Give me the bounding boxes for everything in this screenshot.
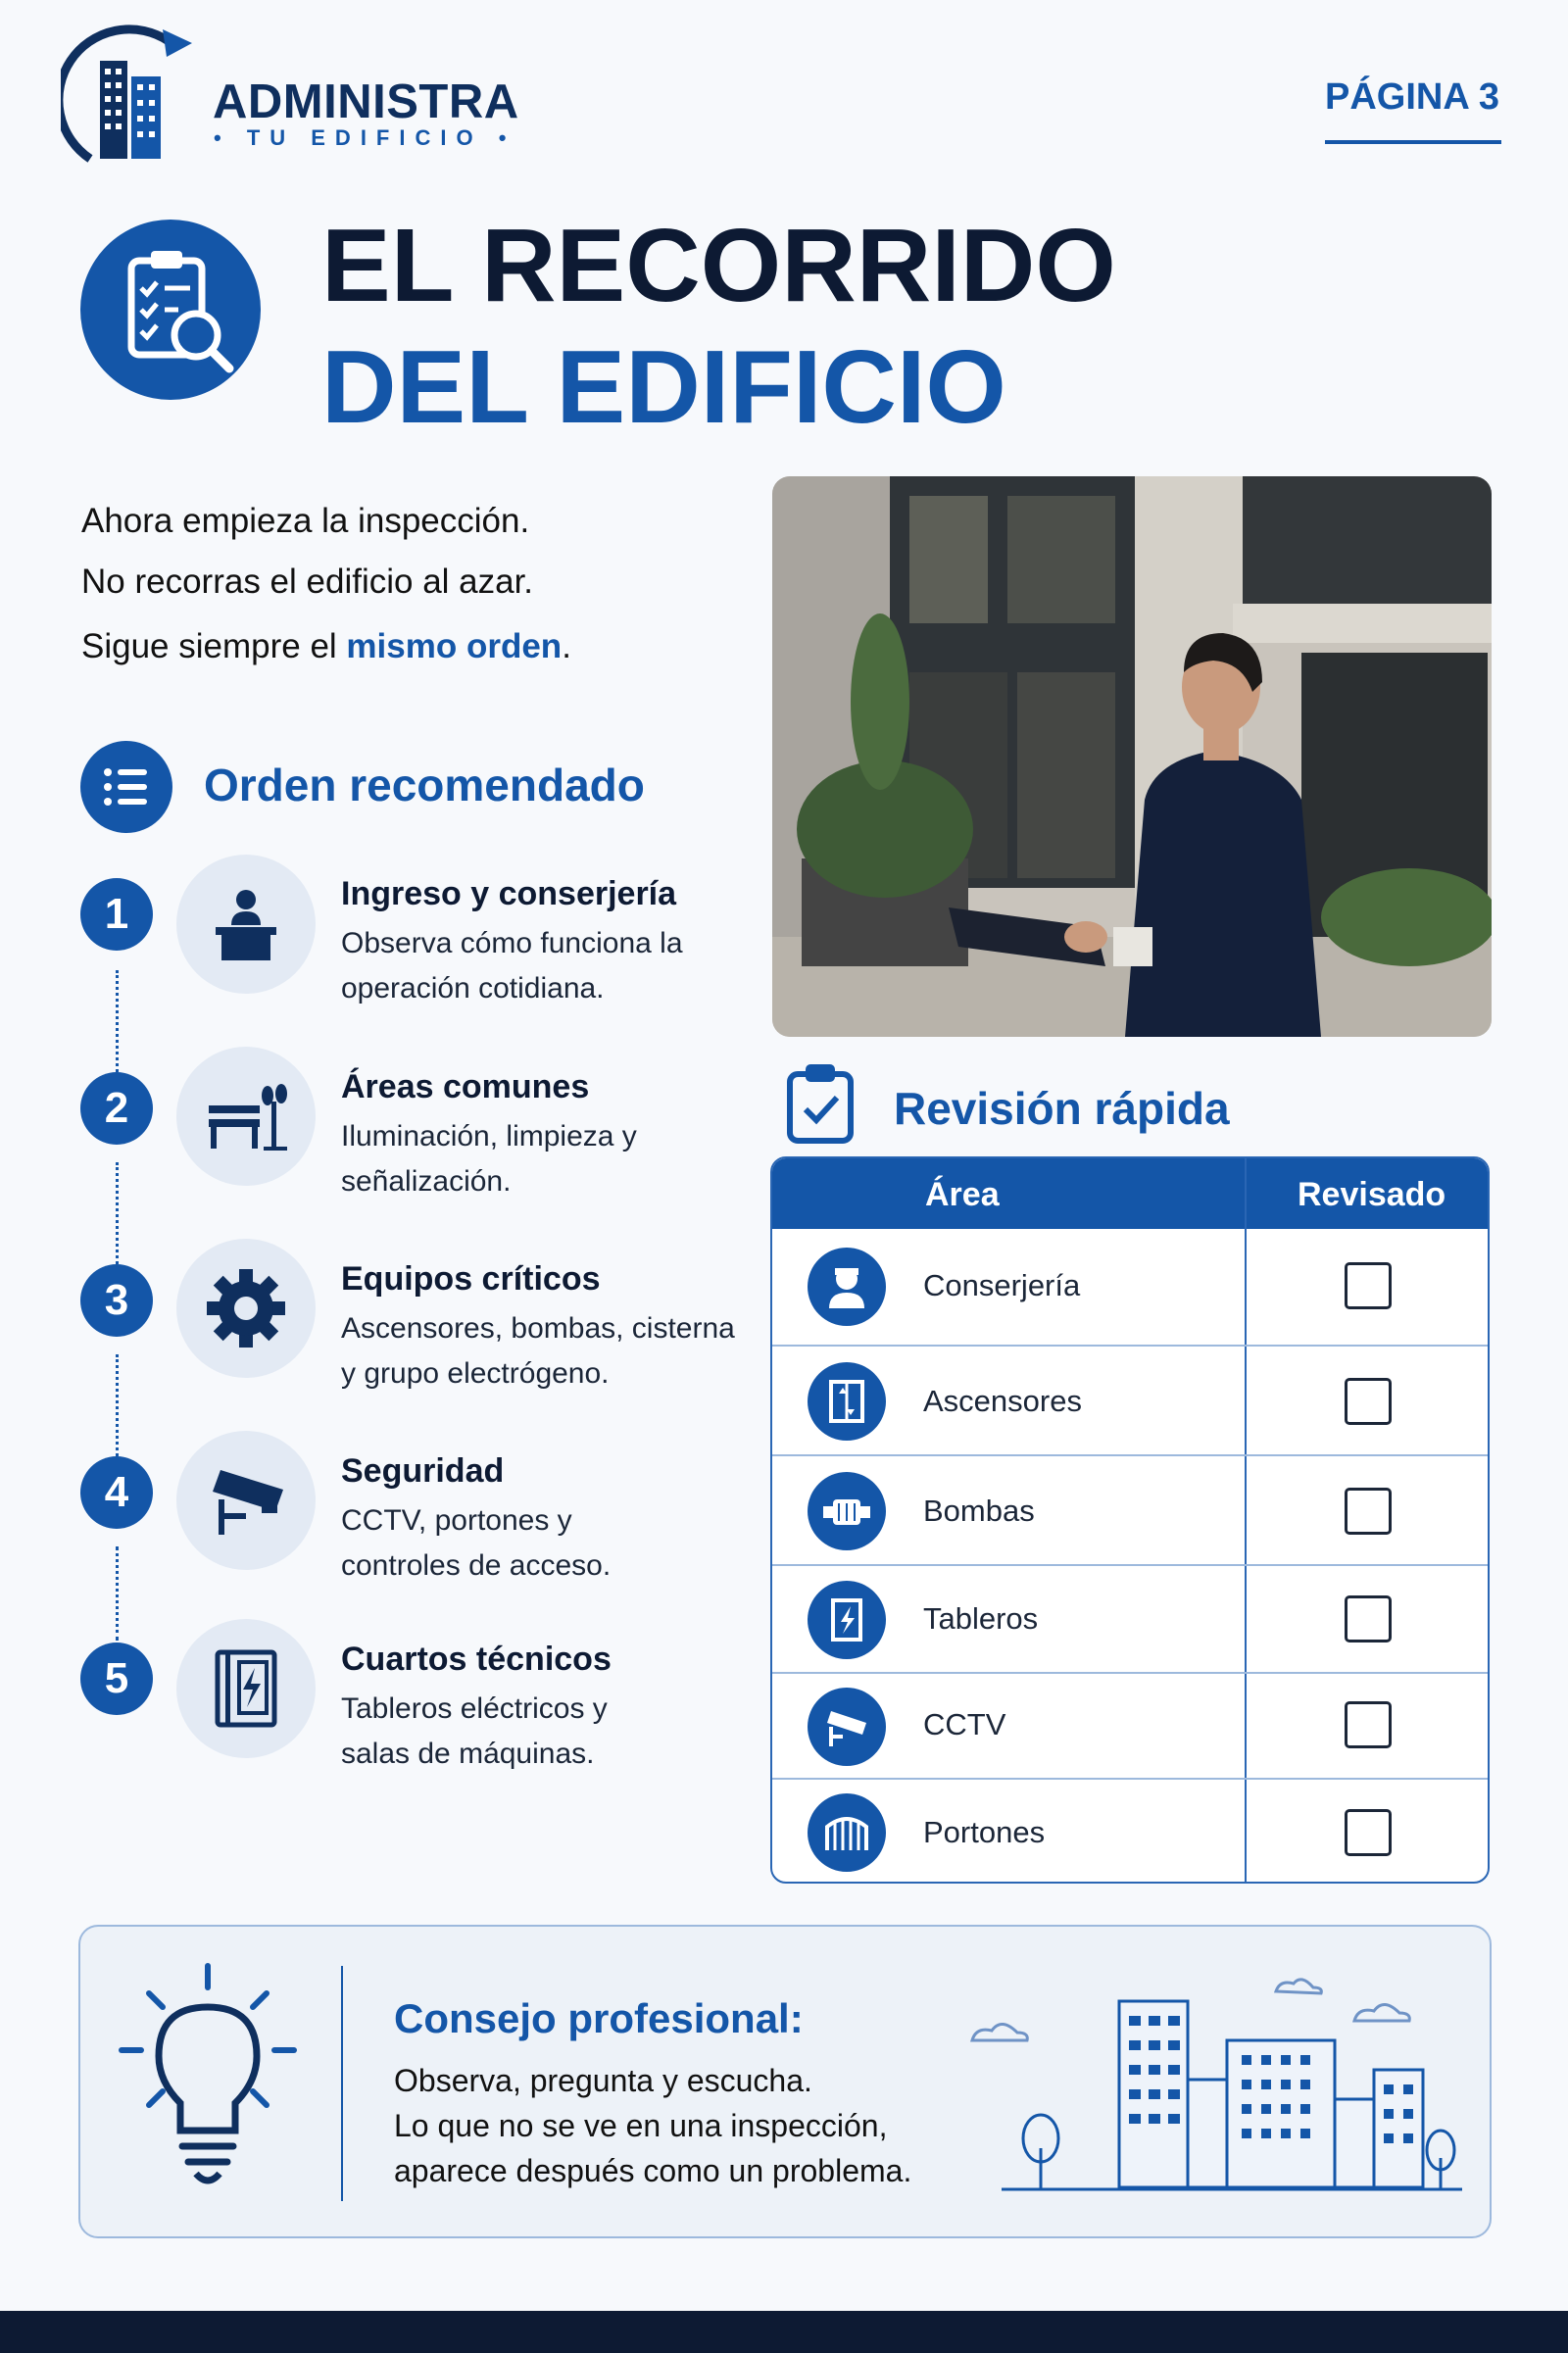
inspector-photo bbox=[772, 476, 1492, 1037]
reception-desk-icon bbox=[176, 855, 316, 994]
review-checkbox[interactable] bbox=[1345, 1262, 1392, 1309]
intro-line1: Ahora empieza la inspección. bbox=[81, 502, 530, 540]
brand-tagline: • TU EDIFICIO • bbox=[214, 125, 516, 150]
tip-title: Consejo profesional: bbox=[394, 1995, 804, 2041]
intro-line3 bbox=[81, 627, 571, 666]
column-header-checked: Revisado bbox=[1298, 1176, 1446, 1213]
table-row bbox=[772, 1564, 1488, 1672]
step-number: 3 bbox=[80, 1264, 153, 1337]
page-title-line2: DEL EDIFICIO bbox=[321, 329, 1006, 445]
page-number: PÁGINA 3 bbox=[1325, 76, 1500, 118]
clipboard-search-icon bbox=[80, 220, 261, 400]
order-title: Orden recomendado bbox=[204, 760, 645, 810]
concierge-icon bbox=[808, 1248, 886, 1326]
step-description: Tableros eléctricos y salas de máquinas. bbox=[341, 1692, 608, 1770]
tip-divider bbox=[341, 1966, 343, 2201]
electrical-panel-icon bbox=[176, 1619, 316, 1758]
column-header-area: Área bbox=[925, 1176, 1000, 1213]
step-title: Cuartos técnicos bbox=[341, 1641, 612, 1678]
lightbulb-icon bbox=[110, 1956, 306, 2211]
review-checkbox[interactable] bbox=[1345, 1488, 1392, 1535]
step-title: Áreas comunes bbox=[341, 1068, 590, 1105]
intro-highlight: mismo orden bbox=[346, 627, 563, 665]
step-title: Equipos críticos bbox=[341, 1260, 601, 1298]
quick-review-title: Revisión rápida bbox=[894, 1083, 1230, 1134]
row-label: Tableros bbox=[923, 1601, 1039, 1636]
elevator-icon bbox=[808, 1362, 886, 1441]
gear-icon bbox=[176, 1239, 316, 1378]
pump-icon bbox=[808, 1472, 886, 1550]
review-checkbox[interactable] bbox=[1345, 1595, 1392, 1642]
intro-line3-suffix: . bbox=[562, 627, 571, 665]
step-connector bbox=[116, 1546, 119, 1641]
step-description: Ascensores, bombas, cisterna y grupo electrógeno. bbox=[341, 1312, 735, 1390]
intro-line2: No recorras el edificio al azar. bbox=[81, 563, 534, 601]
city-skyline-illustration bbox=[962, 1962, 1472, 2217]
step-number: 5 bbox=[80, 1642, 153, 1715]
step-description: Iluminación, limpieza y señalización. bbox=[341, 1120, 637, 1198]
table-row bbox=[772, 1778, 1488, 1884]
tip-line: aparece después como un problema. bbox=[394, 2153, 912, 2188]
tip-line: Lo que no se ve en una inspección, bbox=[394, 2108, 888, 2143]
step-title: Ingreso y conserjería bbox=[341, 875, 677, 912]
tip-line: Observa, pregunta y escucha. bbox=[394, 2063, 812, 2098]
brand-name: ADMINISTRA bbox=[213, 75, 519, 128]
cctv-camera-icon bbox=[808, 1688, 886, 1766]
cctv-camera-icon bbox=[176, 1431, 316, 1570]
row-label: Portones bbox=[923, 1815, 1046, 1849]
row-label: Conserjería bbox=[923, 1268, 1081, 1302]
step-number: 2 bbox=[80, 1072, 153, 1145]
clipboard-check-icon bbox=[784, 1060, 857, 1145]
pro-tip-box bbox=[78, 1925, 1492, 2238]
row-label: Ascensores bbox=[923, 1384, 1082, 1418]
footer-bar bbox=[0, 2311, 1568, 2353]
row-label: CCTV bbox=[923, 1707, 1006, 1741]
tip-text bbox=[394, 2058, 911, 2193]
table-row bbox=[772, 1229, 1488, 1345]
intro-line3-prefix: Sigue siempre el bbox=[81, 627, 347, 665]
step-description: Observa cómo funciona la operación cotidiana. bbox=[341, 927, 683, 1005]
step-number: 1 bbox=[80, 878, 153, 951]
step-connector bbox=[116, 970, 119, 1078]
page-number-underline bbox=[1325, 140, 1501, 144]
review-checkbox[interactable] bbox=[1345, 1701, 1392, 1748]
gate-icon bbox=[808, 1793, 886, 1872]
page-title-line1: EL RECORRIDO bbox=[321, 208, 1116, 323]
electrical-panel-icon bbox=[808, 1581, 886, 1659]
step-description: CCTV, portones y controles de acceso. bbox=[341, 1504, 612, 1582]
step-connector bbox=[116, 1354, 119, 1462]
table-row bbox=[772, 1454, 1488, 1564]
table-row bbox=[772, 1345, 1488, 1454]
list-icon bbox=[80, 741, 172, 833]
bench-icon bbox=[176, 1047, 316, 1186]
step-connector bbox=[116, 1162, 119, 1270]
step-title: Seguridad bbox=[341, 1452, 505, 1490]
quick-review-table bbox=[770, 1156, 1490, 1884]
step-number: 4 bbox=[80, 1456, 153, 1529]
review-checkbox[interactable] bbox=[1345, 1378, 1392, 1425]
table-row bbox=[772, 1672, 1488, 1778]
row-label: Bombas bbox=[923, 1494, 1035, 1528]
review-checkbox[interactable] bbox=[1345, 1809, 1392, 1856]
brand-logo bbox=[61, 22, 198, 169]
